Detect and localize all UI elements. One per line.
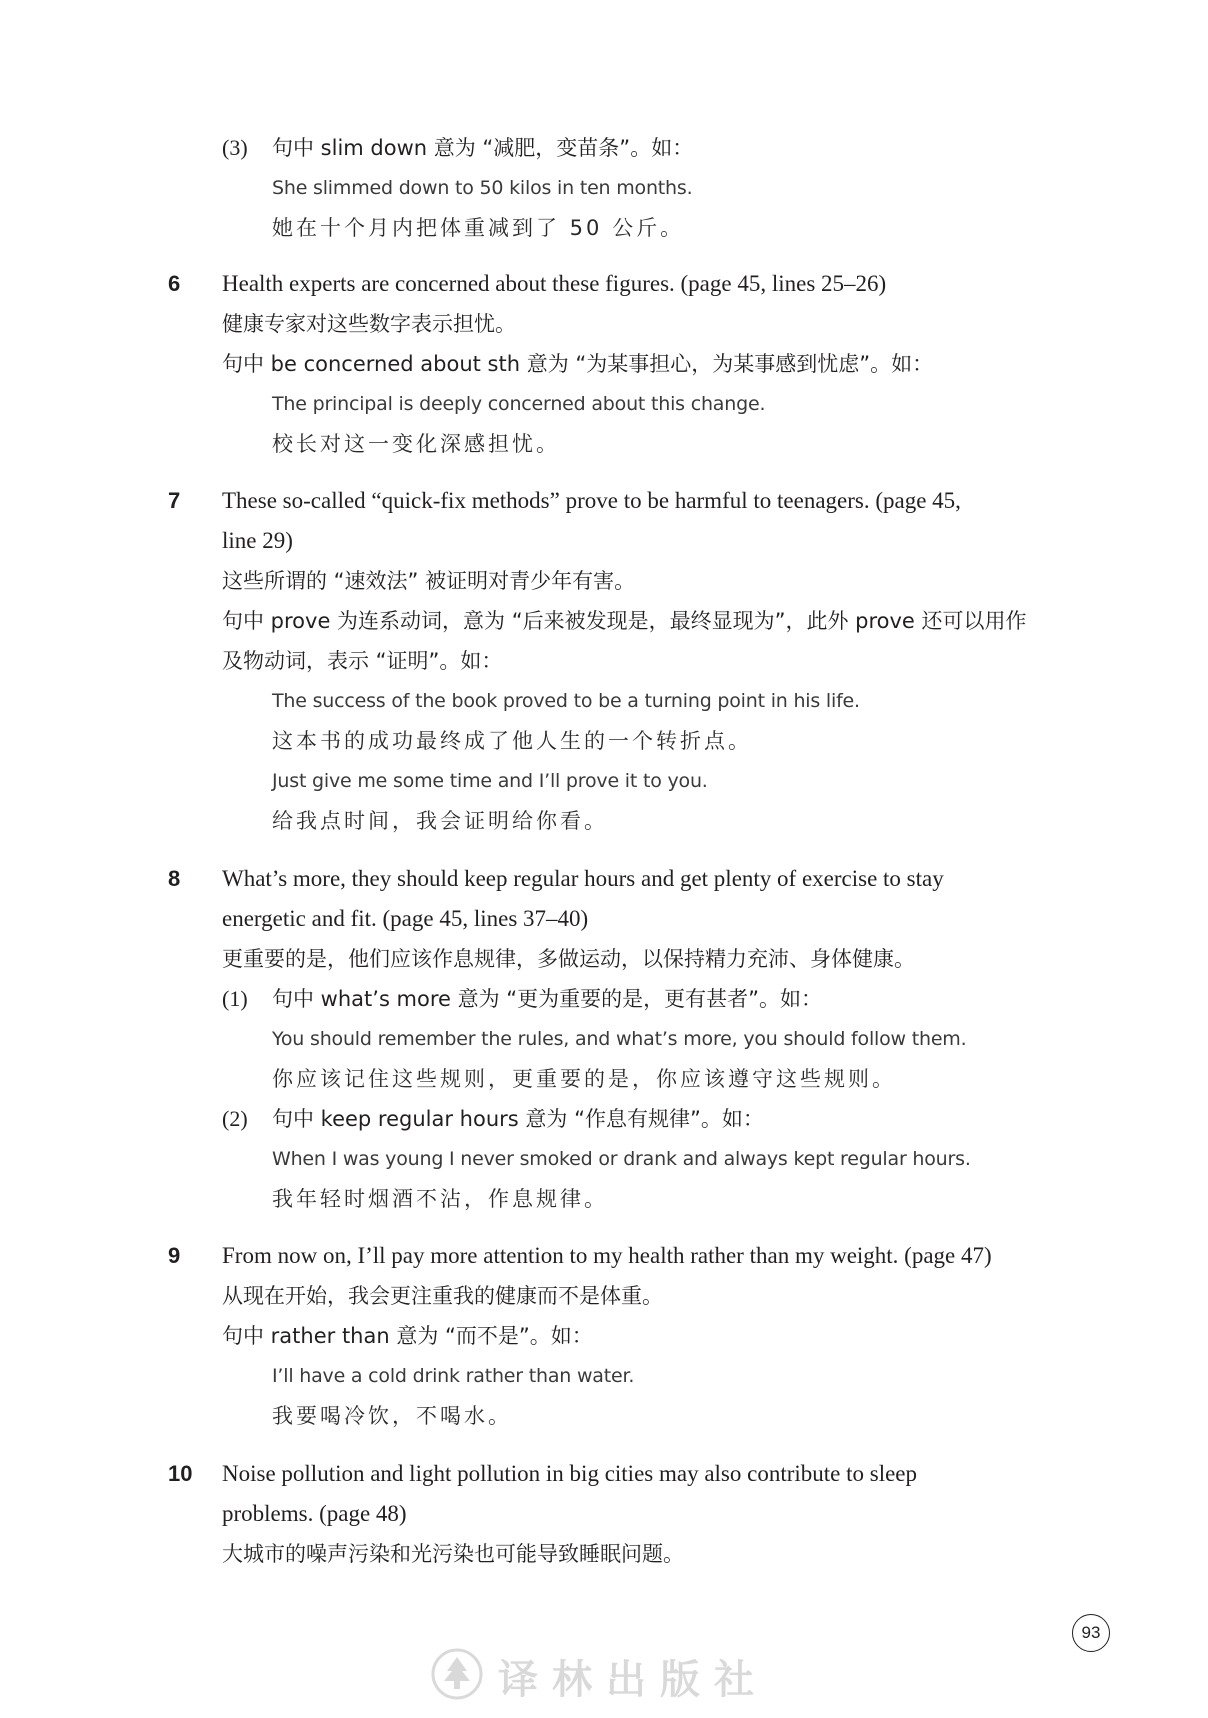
example-chinese: 她在十个月内把体重减到了 50 公斤。 [272,216,685,240]
sentence-english-line-2: problems. (page 48) [222,1501,407,1526]
sentence-english-line-2: line 29) [222,528,293,553]
sentence-chinese: 这些所谓的 “速效法” 被证明对青少年有害。 [222,569,636,593]
sub-item-label: (1) [222,986,248,1011]
sub-item-note: 句中 slim down 意为 “减肥，变苗条”。如： [272,136,694,160]
sentence-english-line-1: What’s more, they should keep regular hours and get plenty of exercise to stay [222,866,944,891]
example-chinese: 校长对这一变化深感担忧。 [272,432,560,456]
sentence-chinese: 健康专家对这些数字表示担忧。 [222,312,516,336]
sentence-english-line-1: These so-called “quick-fix methods” prove to be harmful to teenagers. (page 45, [222,488,961,513]
example-english: The success of the book proved to be a turning point in his life. [272,690,860,712]
tree-logo-icon [430,1647,484,1706]
sentence-chinese: 大城市的噪声污染和光污染也可能导致睡眠问题。 [222,1542,684,1566]
sentence-chinese: 更重要的是，他们应该作息规律，多做运动，以保持精力充沛、身体健康。 [222,947,915,971]
explanation-note-line-1: 句中 prove 为连系动词，意为 “后来被发现是，最终显现为”，此外 prove 还可以用作 [222,609,1027,633]
section-number: 6 [168,271,181,296]
section-number: 8 [168,866,181,891]
sentence-english-line-2: energetic and fit. (page 45, lines 37–40) [222,906,589,931]
section-number: 7 [168,488,181,513]
section-number: 9 [168,1243,181,1268]
sentence-english-line-1: Noise pollution and light pollution in big cities may also contribute to sleep [222,1461,918,1486]
example-chinese: 你应该记住这些规则，更重要的是，你应该遵守这些规则。 [272,1067,896,1091]
sentence-chinese: 从现在开始，我会更注重我的健康而不是体重。 [222,1284,663,1308]
publisher-watermark [430,1648,768,1704]
explanation-note: 句中 rather than 意为 “而不是”。如： [222,1324,593,1348]
example-english: You should remember the rules, and what’s more, you should follow them. [272,1028,967,1050]
example-english: When I was young I never smoked or drank and always kept regular hours. [272,1148,971,1170]
sub-item-label: (2) [222,1106,248,1131]
example-chinese: 我要喝冷饮，不喝水。 [272,1404,512,1428]
sentence-english: From now on, I’ll pay more attention to my health rather than my weight. (page 47) [222,1243,992,1268]
sub-item-note: 句中 what’s more 意为 “更为重要的是，更有甚者”。如： [272,987,823,1011]
explanation-note: 句中 be concerned about sth 意为 “为某事担心，为某事感到忧虑”。如： [222,352,934,376]
example-chinese: 给我点时间，我会证明给你看。 [272,809,608,833]
explanation-note-line-2: 及物动词，表示 “证明”。如： [222,649,503,673]
example-english: The principal is deeply concerned about this change. [272,393,766,415]
sentence-english: Health experts are concerned about these figures. (page 45, lines 25–26) [222,271,887,296]
publisher-name: 译林出版社 [498,1655,768,1703]
example-chinese: 这本书的成功最终成了他人生的一个转折点。 [272,729,752,753]
section-number: 10 [168,1461,193,1486]
example-chinese: 我年轻时烟酒不沾，作息规律。 [272,1187,608,1211]
example-english: I’ll have a cold drink rather than water. [272,1365,635,1387]
example-english: Just give me some time and I’ll prove it to you. [272,770,708,792]
sub-item-label: (3) [222,135,248,160]
example-english: She slimmed down to 50 kilos in ten months. [272,177,693,199]
sub-item-note: 句中 keep regular hours 意为 “作息有规律”。如： [272,1107,764,1131]
page-number: 93 [1072,1614,1110,1652]
